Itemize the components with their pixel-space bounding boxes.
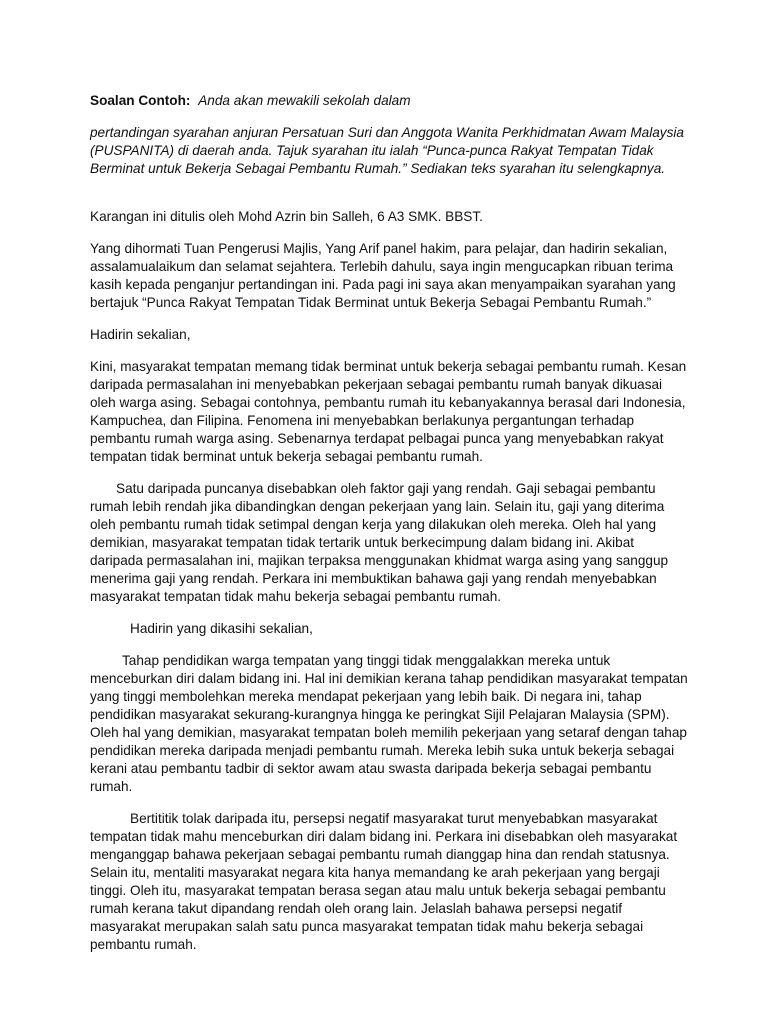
question-heading <box>90 92 690 110</box>
opening-paragraph: Yang dihormati Tuan Pengerusi Majlis, Yang Arif panel hakim, para pelajar, dan hadirin sekalian, assalamualaikum dan selamat sejahtera. Terlebih dahulu, saya ingin mengucapkan ribuan terima kasih kepada penganjur pertandingan ini. Pada pagi ini saya akan menyampaikan syarahan yang bertajuk “Punca Rakyat Tempatan Tidak Berminat untuk Bekerja Sebagai Pembantu Rumah.” <box>90 241 676 310</box>
question-label: Soalan Contoh: <box>90 93 191 108</box>
paragraph-3: Tahap pendidikan warga tempatan yang tinggi tidak menggalakkan mereka untuk menceburkan diri dalam bidang ini. Hal ini demikian kerana tahap pendidikan masyarakat tempatan yang tinggi membolehkan mereka mendapat pekerjaan yang lebih baik. Di negara ini, tahap pendidikan masyarakat sekurang-kurangnya hingga ke peringkat Sijil Pelajaran Malaysia (SPM). Oleh hal yang demikian, masyarakat tempatan boleh memilih pekerjaan yang setaraf dengan tahap pendidikan mereka daripada menjadi pembantu rumah. Mereka lebih suka untuk bekerja sebagai kerani atau pembantu tadbir di sektor awam atau swasta daripada bekerja sebagai pembantu rumah. <box>90 653 688 794</box>
paragraph-1: Kini, masyarakat tempatan memang tidak berminat untuk bekerja sebagai pembantu rumah. Kesan daripada permasalahan ini menyebabkan pekerjaan sebagai pembantu rumah banyak dikuasai oleh warga asing. Sebagai contohnya, pembantu rumah itu kebanyakannya berasal dari Indonesia, Kampuchea, dan Filipina. Fenomena ini menyebabkan berlakunya pergantungan terhadap pembantu rumah warga asing. Sebenarnya terdapat pelbagai punca yang menyebabkan rakyat tempatan tidak berminat untuk bekerja sebagai pembantu rumah. <box>90 359 687 464</box>
question-body: pertandingan syarahan anjuran Persatuan Suri dan Anggota Wanita Perkhidmatan Awam Malaysia (PUSPANITA) di daerah anda. Tajuk syarahan itu ialah “Punca-punca Rakyat Tempatan Tidak Berminat untuk Bekerja Sebagai Pembantu Rumah.” Sediakan teks syarahan itu selengkapnya. <box>90 125 684 176</box>
greeting-1: Hadirin sekalian, <box>90 327 191 342</box>
author-line: Karangan ini ditulis oleh Mohd Azrin bin Salleh, 6 A3 SMK. BBST. <box>90 209 483 224</box>
paragraph-4: Bertititik tolak daripada itu, persepsi negatif masyarakat turut menyebabkan masyarakat tempatan tidak mahu menceburkan diri dalam bidang ini. Perkara ini disebabkan oleh masyarakat menganggap bahawa pekerjaan sebagai pembantu rumah dianggap hina dan rendah statusnya. Selain itu, mentaliti masyarakat negara kita hanya memandang ke arah pekerjaan yang bergaji tinggi. Oleh itu, masyarakat tempatan berasa segan atau malu untuk bekerja sebagai pembantu rumah kerana takut dipandang rendah oleh orang lain. Jelaslah bahawa persepsi negatif masyarakat merupakan salah satu punca masyarakat tempatan tidak mahu bekerja sebagai pembantu rumah. <box>90 811 678 952</box>
greeting-2: Hadirin yang dikasihi sekalian, <box>130 621 313 636</box>
document-page <box>90 92 690 968</box>
question-intro: Anda akan mewakili sekolah dalam <box>198 93 411 108</box>
paragraph-2: Satu daripada puncanya disebabkan oleh faktor gaji yang rendah. Gaji sebagai pembantu rumah lebih rendah jika dibandingkan dengan pekerjaan yang lain. Selain itu, gaji yang diterima oleh pembantu rumah tidak setimpal dengan kerja yang dilakukan oleh mereka. Oleh hal yang demikian, masyarakat tempatan tidak tertarik untuk berkecimpung dalam bidang ini. Akibat daripada permasalahan ini, majikan terpaksa menggunakan khidmat warga asing yang sanggup menerima gaji yang rendah. Perkara ini membuktikan bahawa gaji yang rendah menyebabkan masyarakat tempatan tidak mahu bekerja sebagai pembantu rumah. <box>90 481 669 604</box>
